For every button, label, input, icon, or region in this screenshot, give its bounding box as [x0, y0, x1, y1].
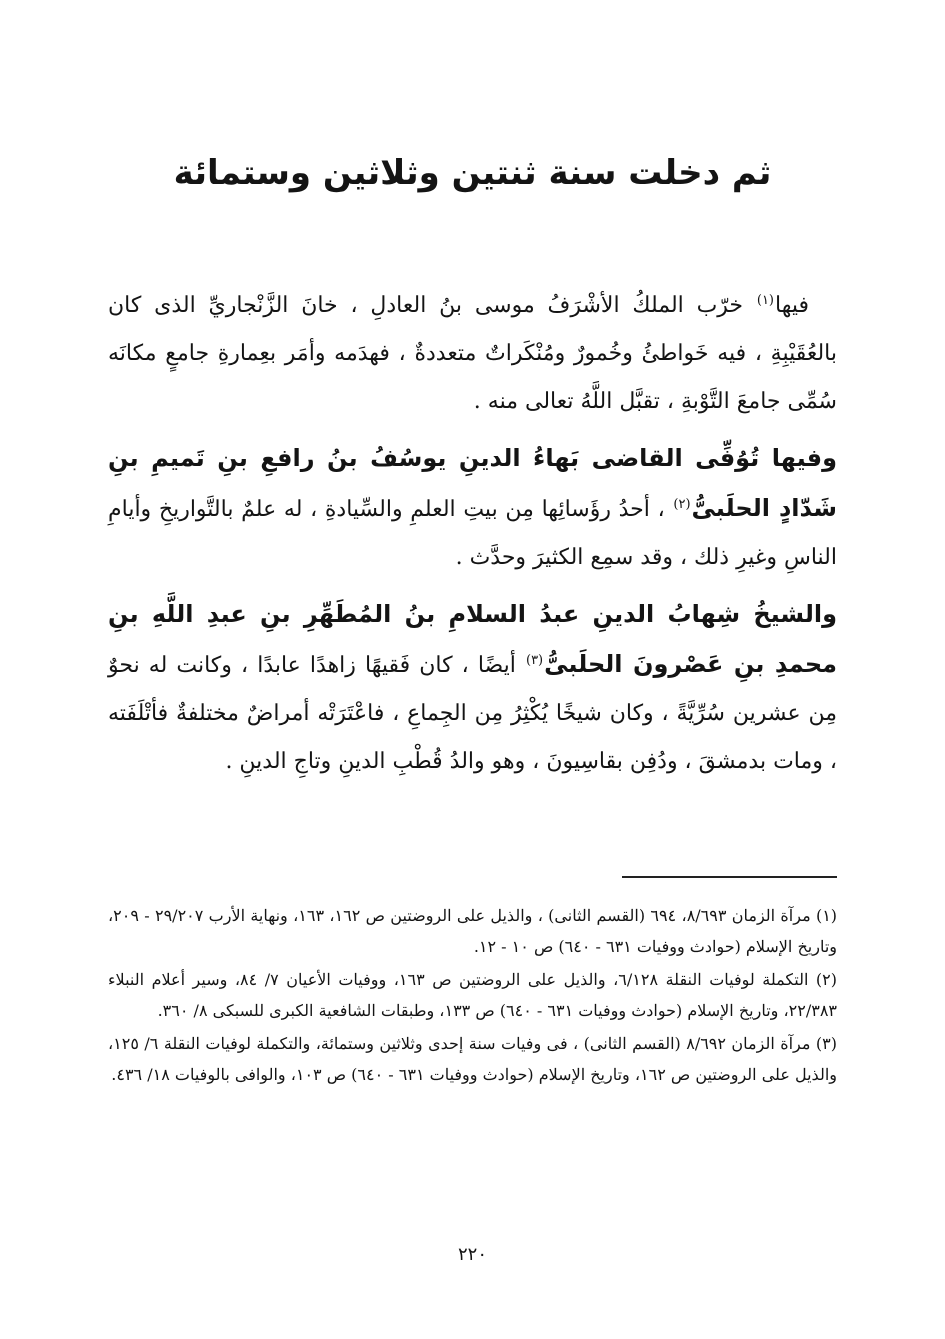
- paragraph-3-text: أيضًا ، كان فَقيهًا زاهدًا عابدًا ، وكانت له نحوٌ مِن عشرين سُرِّيَّةً ، وكان شيخًا يُكْثِرُ مِن الجِماعِ ، فاعْتَرَتْه أمراضٌ مختلفةٌ فأتْلَفَته ، ومات بدمشقَ ، ودُفِن بقاسِيونَ ، وهو والدُ قُطْبِ الدينِ وتاجِ الدينِ .: [108, 653, 837, 774]
- paragraph-3-lead: والشيخُ شِهابُ الدينِ عبدُ السلامِ بنُ المُطَهِّرِ بنِ عبدِ اللَّهِ بنِ محمدِ بنِ عَصْرونَ الحلَبىُّ: [108, 600, 838, 678]
- footnotes: [108, 900, 837, 1092]
- footnote-3: (٣) مرآة الزمان ٨/٦٩٢ (القسم الثانى) ، فى وفيات سنة إحدى وثلاثين وستمائة، والتكملة لوفيات النقلة ٦/ ١٢٥، والذيل على الروضتين ص ١٦٢، وتاريخ الإسلام (حوادث ووفيات ٦٣١ - ٦٤٠) ص ١٠٣، والوافى بالوفيات ١٨/ ٤٣٦.: [108, 1034, 837, 1084]
- paragraph-1-before: فيها: [775, 293, 809, 318]
- paragraph-2: [108, 434, 837, 582]
- footnote-marker-1[interactable]: (١): [756, 292, 774, 308]
- footnote-separator: [622, 876, 837, 878]
- paragraph-3: [108, 590, 837, 786]
- main-text: [108, 282, 837, 794]
- footnote-marker-3[interactable]: (٣): [525, 652, 544, 668]
- paragraph-2-text: ، أحدُ رؤَسائِها مِن بيتِ العلمِ والسِّيادةِ ، له علمٌ بالتَّواريخِ وأيامِ الناسِ وغيرِ ذلك ، وقد سمِع الكثيرَ وحدَّث .: [108, 497, 837, 570]
- footnote-2: (٢) التكملة لوفيات النقلة ٦/١٢٨، والذيل على الروضتين ص ١٦٣، ووفيات الأعيان ٧/ ٨٤، وسير أعلام النبلاء ٢٢/٣٨٣، وتاريخ الإسلام (حوادث ووفيات ٦٣١ - ٦٤٠) ص ١٣٣، وطبقات الشافعية الكبرى للسبكى ٨/ ٣٦٠.: [108, 970, 837, 1020]
- footnote-marker-2[interactable]: (٢): [673, 496, 691, 512]
- paragraph-1-text: خرّب الملكُ الأشْرَفُ موسى بنُ العادلِ ، خانَ الزَّنْجاريِّ الذى كان بالعُقَيْبِةِ ، فيه خَواطئُ وخُمورٌ ومُنْكَراتٌ متعددةٌ ، فهدَمه وأمَر بعِمارةِ جامعٍ مكانَه سُمِّى جامعَ التَّوْبةِ ، تقبَّل اللَّهُ تعالى منه .: [108, 293, 837, 414]
- footnote-1: (١) مرآة الزمان ٨/٦٩٣، ٦٩٤ (القسم الثانى) ، والذيل على الروضتين ص ١٦٢، ١٦٣، ونهاية الأرب ٢٩/٢٠٧ - ٢٠٩، وتاريخ الإسلام (حوادث ووفيات ٦٣١ - ٦٤٠) ص ١٠ - ١٢.: [108, 906, 838, 956]
- page-number: ٢٢٠: [457, 1244, 487, 1265]
- chapter-title: ثم دخلت سنة ثنتين وثلاثين وستمائة: [173, 153, 772, 193]
- paragraph-1: [108, 282, 837, 426]
- paragraph-2-lead: وفيها تُوُفِّى القاضى بَهاءُ الدينِ يوسُفُ بنُ رافعِ بنِ تَميمِ بنِ شَدّادٍ الحلَبىُّ: [108, 444, 837, 522]
